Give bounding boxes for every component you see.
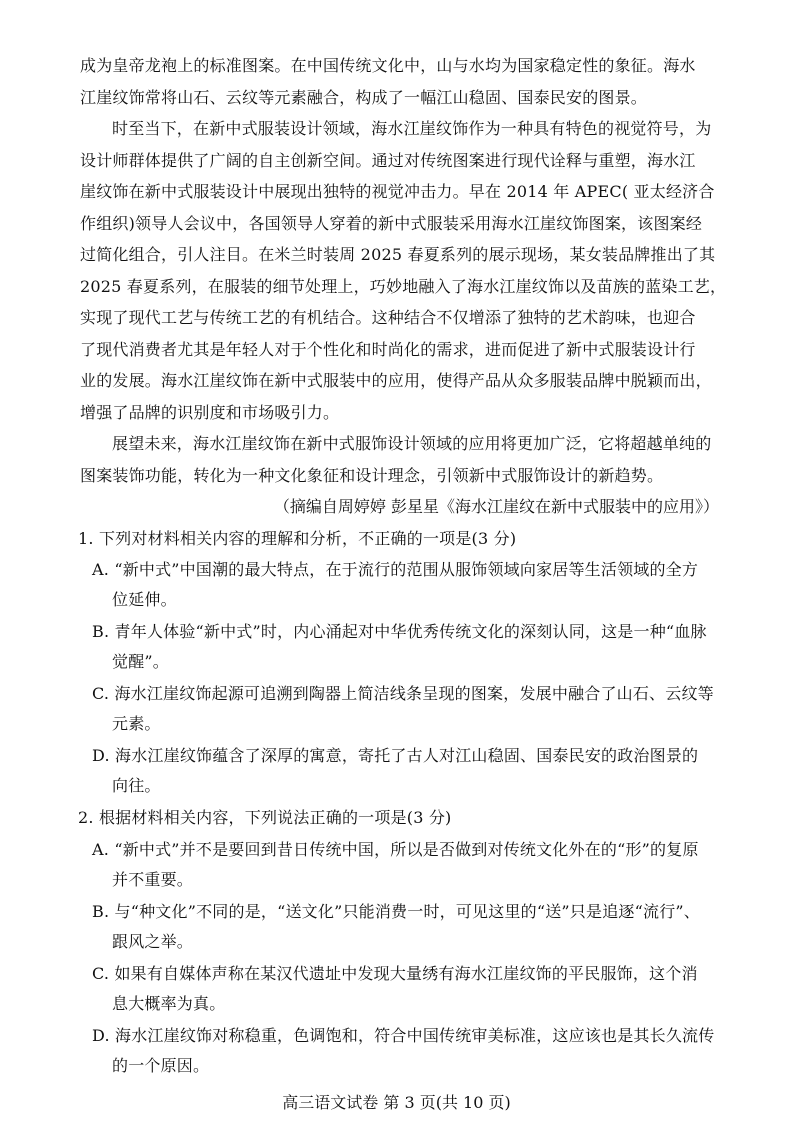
passage-line: 作组织)领导人会议中，各国领导人穿着的新中式服装采用海水江崖纹饰图案，该图案经 [80, 213, 703, 233]
option-a: A. “新中式”中国潮的最大特点，在于流行的范围从服饰领域向家居等生活领域的全方 [92, 560, 699, 579]
passage-line: 展望未来，海水江崖纹饰在新中式服饰设计领域的应用将更加广泛，它将超越单纯的 [112, 434, 712, 453]
passage-line: 崖纹饰在新中式服装设计中展现出独特的视觉冲击力。早在 2014 年 APEC( 亚太经济合 [80, 182, 715, 201]
option-a: A. “新中式”并不是要回到昔日传统中国，所以是否做到对传统文化外在的“形”的复原 [92, 839, 699, 859]
passage-line: 了现代消费者尤其是年轻人对于个性化和时尚化的需求，进而促进了新中式服装设计行 [80, 339, 696, 359]
option-a-cont: 位延伸。 [112, 590, 177, 609]
option-d-cont: 向往。 [112, 776, 161, 795]
option-b-cont: 跟风之举。 [112, 931, 194, 951]
passage-line: 业的发展。海水江崖纹饰在新中式服装中的应用，使得产品从众多服装品牌中脱颖而出， [80, 371, 712, 390]
passage-line: 增强了品牌的识别度和市场吸引力。 [80, 402, 340, 422]
option-d-cont: 的一个原因。 [112, 1055, 210, 1075]
source-citation: （摘编自周婷婷 彭星星《海水江崖纹在新中式服装中的应用》） [273, 497, 719, 516]
option-d: D. 海水江崖纹饰对称稳重，色调饱和，符合中国传统审美标准，这应该也是其长久流传 [92, 1025, 715, 1045]
option-d: D. 海水江崖纹饰蕴含了深厚的寓意，寄托了古人对江山稳固、国泰民安的政治图景的 [92, 746, 699, 765]
passage-line: 实现了现代工艺与传统工艺的有机结合。这种结合不仅增添了独特的艺术韵味，也迎合 [80, 308, 696, 327]
passage-line: 2025 春夏系列，在服装的细节处理上，巧妙地融入了海水江崖纹饰以及苗族的蓝染工艺， [80, 276, 727, 296]
option-c-cont: 息大概率为真。 [112, 993, 226, 1013]
option-c: C. 海水江崖纹饰起源可追溯到陶器上简洁线条呈现的图案，发展中融合了山石、云纹等 [92, 684, 714, 703]
option-b: B. 青年人体验“新中式”时，内心涌起对中华优秀传统文化的深刻认同，这是一种“血脉 [92, 622, 707, 641]
passage-line: 成为皇帝龙袍上的标准图案。在中国传统文化中，山与水均为国家稳定性的象征。海水 [80, 56, 696, 75]
option-b: B. 与“种文化”不同的是，“送文化”只能消费一时，可见这里的“送”只是追逐“流行”、 [92, 901, 700, 921]
option-b-cont: 觉醒”。 [112, 652, 169, 671]
question-stem: 1. 下列对材料相关内容的理解和分析，不正确的一项是(3 分) [78, 528, 517, 548]
option-c-cont: 元素。 [112, 714, 161, 733]
passage-line: 过简化组合，引人注目。在米兰时装周 2025 春夏系列的展示现场，某女装品牌推出了其 [80, 245, 716, 264]
question-stem: 2. 根据材料相关内容，下列说法正确的一项是(3 分) [78, 808, 452, 827]
passage-line: 江崖纹饰常将山石、云纹等元素融合，构成了一幅江山稳固、国泰民安的图景。 [80, 87, 648, 107]
passage-line: 图案装饰功能，转化为一种文化象征和设计理念，引领新中式服饰设计的新趋势。 [80, 465, 664, 485]
passage-line: 设计师群体提供了广阔的自主创新空间。通过对传统图案进行现代诠释与重塑，海水江 [80, 150, 696, 170]
passage-line: 时至当下，在新中式服装设计领域，海水江崖纹饰作为一种具有特色的视觉符号，为 [112, 119, 712, 138]
option-a-cont: 并不重要。 [112, 869, 194, 889]
page-footer: 高三语文试卷 第 3 页(共 10 页) [282, 1093, 511, 1112]
option-c: C. 如果有自媒体声称在某汉代遗址中发现大量绣有海水江崖纹饰的平民服饰，这个消 [92, 963, 698, 983]
